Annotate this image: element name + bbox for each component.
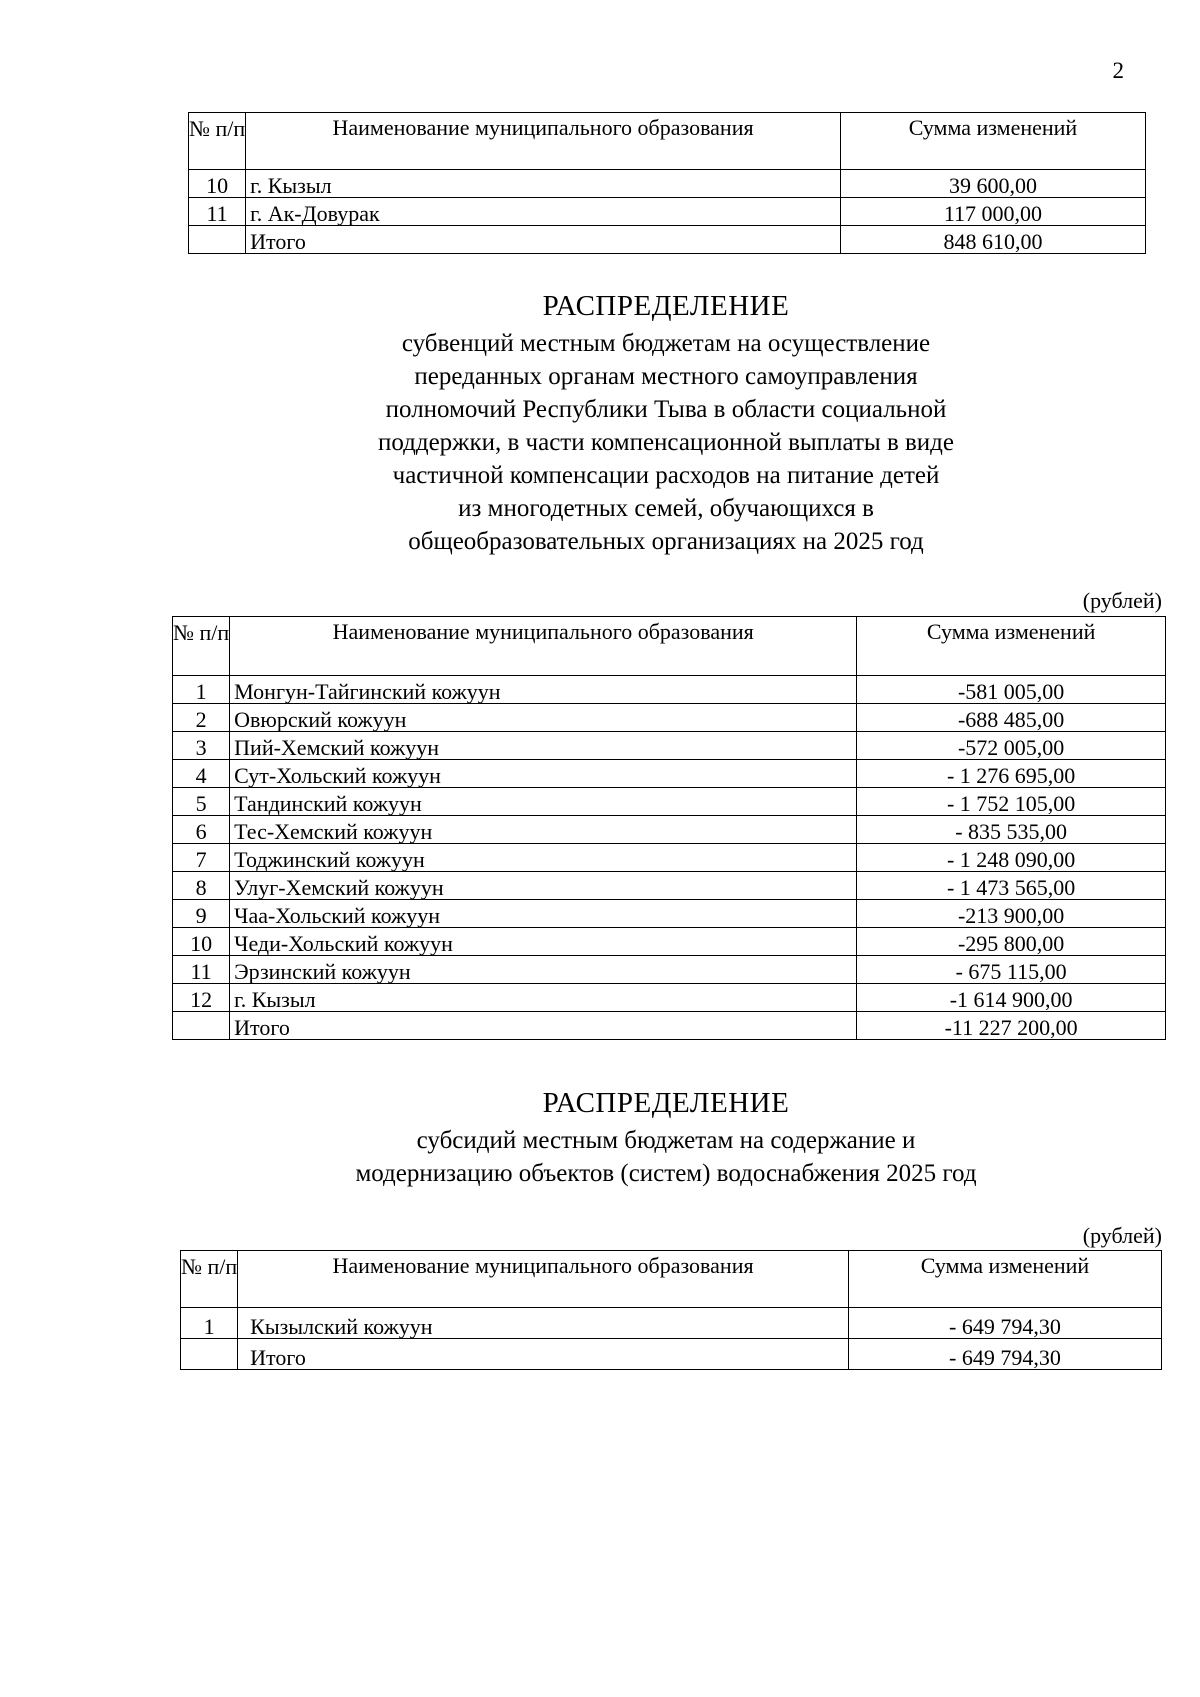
- units-label: (рублей): [1082, 588, 1162, 613]
- row-amount: 39 600,00: [840, 170, 1145, 198]
- subtitle-line: из многодетных семей, обучающихся в: [458, 495, 874, 522]
- header-sum: Сумма изменений: [848, 1251, 1161, 1308]
- table-header-row: [189, 113, 1146, 170]
- total-label: Итого: [246, 226, 841, 254]
- page-number: 2: [1112, 58, 1124, 83]
- section-heading-subsidies: [0, 1087, 1200, 1190]
- row-name: Эрзинский кожуун: [230, 956, 857, 984]
- table-row: [173, 984, 1166, 1012]
- row-num: 2: [173, 704, 230, 732]
- subtitle-line: модернизацию объектов (систем) водоснабжения 2025 год: [355, 1160, 977, 1187]
- row-num: 6: [173, 816, 230, 844]
- row-name: Монгун-Тайгинский кожуун: [230, 676, 857, 704]
- row-name: Чаа-Хольский кожуун: [230, 900, 857, 928]
- total-amount: - 649 794,30: [848, 1339, 1161, 1370]
- total-label: Итого: [238, 1339, 849, 1370]
- row-amount: - 649 794,30: [848, 1308, 1161, 1339]
- row-name: Улуг-Хемский кожуун: [230, 872, 857, 900]
- header-name: Наименование муниципального образования: [246, 113, 841, 170]
- row-num: 1: [173, 676, 230, 704]
- table-row: [173, 956, 1166, 984]
- table-row: [173, 704, 1166, 732]
- row-name: Тес-Хемский кожуун: [230, 816, 857, 844]
- subtitle-line: общеобразовательных организациях на 2025 год: [408, 528, 924, 555]
- section-title: РАСПРЕДЕЛЕНИЕ: [542, 290, 790, 322]
- subtitle-line: полномочий Республики Тыва в области социальной: [385, 396, 947, 423]
- total-amount: -11 227 200,00: [857, 1012, 1166, 1040]
- row-name: Овюрский кожуун: [230, 704, 857, 732]
- header-num: № п/п: [181, 1251, 238, 1308]
- section-subtitle: [0, 1124, 1200, 1190]
- table-row: [189, 198, 1146, 226]
- row-name: г. Кызыл: [230, 984, 857, 1012]
- table-subsidies: [180, 1250, 1162, 1370]
- row-num: 3: [173, 732, 230, 760]
- section-heading-subventions: [0, 290, 1200, 558]
- table-row: [173, 844, 1166, 872]
- row-name: Кызылский кожуун: [238, 1308, 849, 1339]
- row-name: Сут-Хольский кожуун: [230, 760, 857, 788]
- row-num: 8: [173, 872, 230, 900]
- row-num: 12: [173, 984, 230, 1012]
- table-row: [189, 170, 1146, 198]
- header-num: № п/п: [173, 617, 230, 676]
- row-amount: - 1 248 090,00: [857, 844, 1166, 872]
- row-name: Пий-Хемский кожуун: [230, 732, 857, 760]
- row-num: 10: [189, 170, 246, 198]
- table-subventions: [172, 616, 1166, 1040]
- row-num: 7: [173, 844, 230, 872]
- total-label: Итого: [230, 1012, 857, 1040]
- row-amount: 117 000,00: [840, 198, 1145, 226]
- table-row: [173, 928, 1166, 956]
- row-num: 11: [173, 956, 230, 984]
- header-name: Наименование муниципального образования: [238, 1251, 849, 1308]
- row-amount: -581 005,00: [857, 676, 1166, 704]
- row-amount: -1 614 900,00: [857, 984, 1166, 1012]
- subtitle-line: поддержки, в части компенсационной выплаты в виде: [377, 429, 954, 456]
- header-sum: Сумма изменений: [840, 113, 1145, 170]
- row-num: 4: [173, 760, 230, 788]
- row-name: Чеди-Хольский кожуун: [230, 928, 857, 956]
- subtitle-line: переданных органам местного самоуправления: [414, 363, 918, 390]
- row-amount: - 835 535,00: [857, 816, 1166, 844]
- row-num: 5: [173, 788, 230, 816]
- section-subtitle: [0, 327, 1200, 558]
- row-amount: -572 005,00: [857, 732, 1166, 760]
- row-amount: - 675 115,00: [857, 956, 1166, 984]
- row-amount: -688 485,00: [857, 704, 1166, 732]
- row-name: г. Кызыл: [246, 170, 841, 198]
- table-row: [173, 900, 1166, 928]
- row-num: 9: [173, 900, 230, 928]
- table-row: [173, 732, 1166, 760]
- row-amount: -213 900,00: [857, 900, 1166, 928]
- table-row: [181, 1308, 1162, 1339]
- total-amount: 848 610,00: [840, 226, 1145, 254]
- total-row: [189, 226, 1146, 254]
- table-row: [173, 816, 1166, 844]
- table-row: [173, 676, 1166, 704]
- subtitle-line: частичной компенсации расходов на питание детей: [392, 462, 940, 489]
- row-name: г. Ак-Довурак: [246, 198, 841, 226]
- row-amount: - 1 276 695,00: [857, 760, 1166, 788]
- row-name: Тандинский кожуун: [230, 788, 857, 816]
- row-num: 11: [189, 198, 246, 226]
- row-num: 10: [173, 928, 230, 956]
- row-name: Тоджинский кожуун: [230, 844, 857, 872]
- header-num: № п/п: [189, 113, 246, 170]
- subtitle-line: субсидий местным бюджетам на содержание и: [416, 1127, 916, 1154]
- row-amount: - 1 752 105,00: [857, 788, 1166, 816]
- subtitle-line: субвенций местным бюджетам на осуществление: [401, 330, 931, 357]
- table-row: [173, 872, 1166, 900]
- table-continuation: [188, 112, 1146, 254]
- header-sum: Сумма изменений: [857, 617, 1166, 676]
- table-header-row: [181, 1251, 1162, 1308]
- table-row: [173, 760, 1166, 788]
- header-name: Наименование муниципального образования: [230, 617, 857, 676]
- row-amount: -295 800,00: [857, 928, 1166, 956]
- row-num: 1: [181, 1308, 238, 1339]
- section-title: РАСПРЕДЕЛЕНИЕ: [542, 1087, 790, 1119]
- total-row: [173, 1012, 1166, 1040]
- units-label: (рублей): [1082, 1223, 1162, 1248]
- table-row: [173, 788, 1166, 816]
- table-header-row: [173, 617, 1166, 676]
- total-row: [181, 1339, 1162, 1370]
- row-amount: - 1 473 565,00: [857, 872, 1166, 900]
